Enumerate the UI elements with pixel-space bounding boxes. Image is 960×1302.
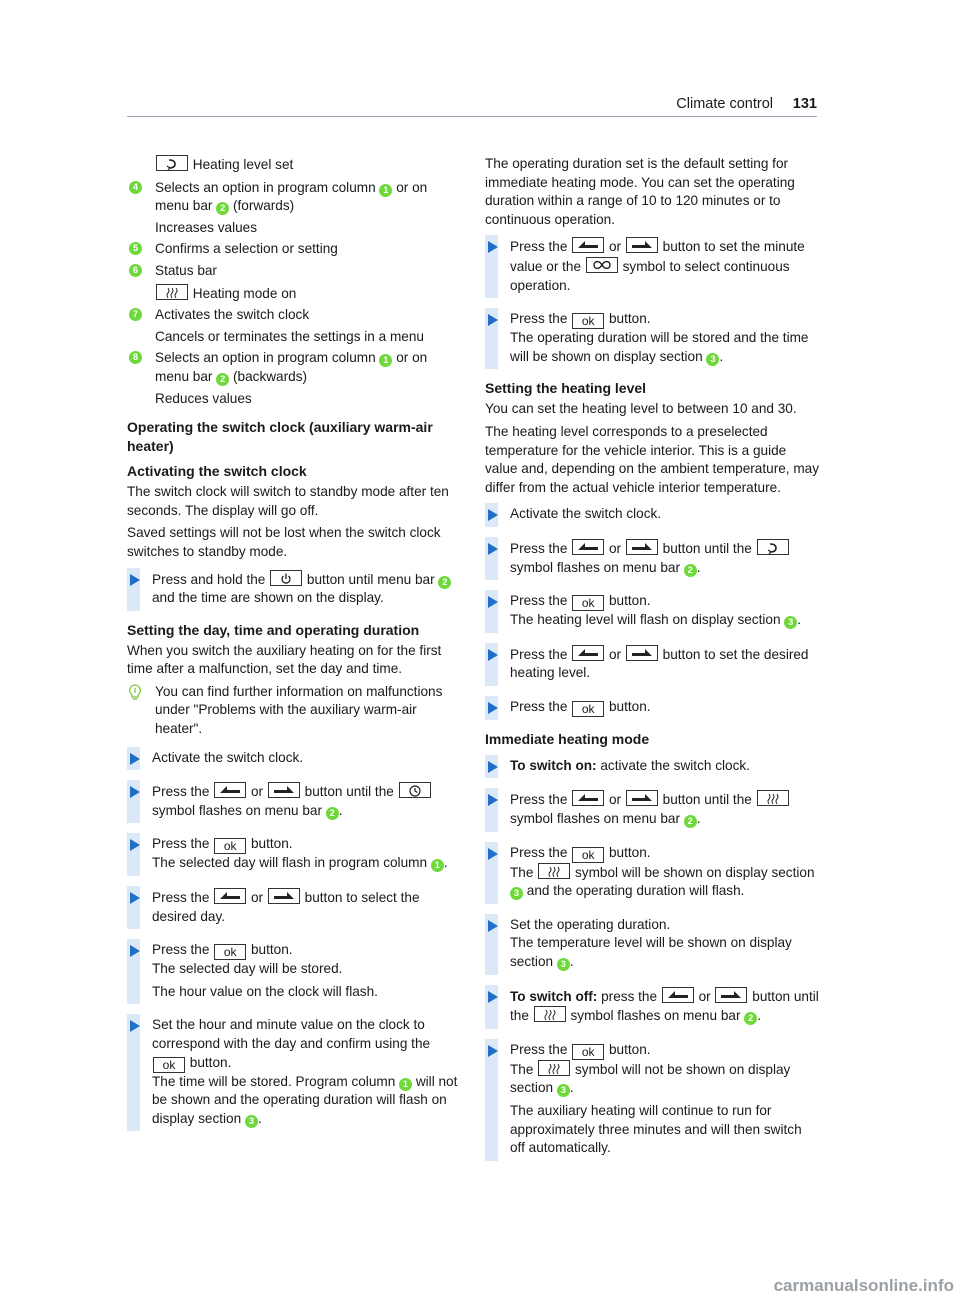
text: Press the (510, 1041, 568, 1057)
legend-item-7 (127, 306, 459, 346)
clock-icon (399, 782, 431, 798)
text: symbol to select continuous operation. (510, 258, 790, 293)
text: activate the switch clock. (600, 757, 750, 773)
ref-circle: 1 (379, 354, 392, 367)
text: (forwards) (233, 198, 295, 214)
text: symbol flashes on menu bar (510, 811, 681, 827)
step-text (152, 1016, 459, 1128)
text: button. (189, 1054, 232, 1070)
text: Press the (152, 890, 210, 906)
step-press-ok (127, 833, 459, 876)
text: The temperature level will be shown on display section (510, 935, 792, 970)
text: and the time are shown on the display. (152, 590, 384, 606)
heating-level-icon (757, 539, 789, 555)
text: . (696, 811, 701, 827)
heating-mode-icon (538, 1060, 570, 1076)
text: button. (608, 698, 651, 714)
bold-text: To switch on: (510, 757, 597, 773)
step-switch-off (485, 985, 820, 1029)
ref-circle: 2 (326, 807, 339, 820)
heating-level-icon (156, 155, 188, 171)
arrow-left-icon (662, 987, 694, 1003)
text: symbol will be shown on display section (575, 864, 815, 880)
text: The heating level will flash on display section (510, 612, 781, 628)
arrow-right-icon (715, 987, 747, 1003)
step-set-duration (485, 914, 820, 975)
step-text (510, 916, 820, 972)
text: The selected day will be stored. (152, 961, 343, 977)
left-column (127, 155, 459, 1141)
legend-text (155, 349, 459, 386)
step-activate (127, 747, 459, 771)
text: button until the (662, 540, 752, 556)
arrow-right-icon (626, 645, 658, 661)
step-select-day (127, 886, 459, 929)
ref-circle: 3 (706, 353, 719, 366)
legend-item-8 (127, 349, 459, 408)
arrow-right-icon (626, 539, 658, 555)
text: press the (601, 988, 658, 1004)
text: or (250, 890, 264, 906)
text: . (569, 954, 574, 970)
text: button. (250, 836, 293, 852)
bold-text: To switch off: (510, 988, 598, 1004)
heating-mode-icon (757, 790, 789, 806)
text: symbol flashes on menu bar (152, 802, 323, 818)
step-text (510, 698, 820, 717)
text: . (719, 348, 724, 364)
legend-text: Status bar (155, 262, 217, 278)
text: The (510, 1061, 534, 1077)
text: Press the (510, 698, 568, 714)
ref-circle: 2 (216, 373, 229, 386)
text: . (797, 612, 802, 628)
ok-key: ok (214, 838, 246, 854)
text: or (608, 239, 622, 255)
text: or (250, 784, 264, 800)
arrow-right-icon (268, 888, 300, 904)
text: Press and hold the (152, 571, 266, 587)
text: or (698, 988, 711, 1004)
text: The time will be stored. Program column (152, 1073, 396, 1089)
ref-circle: 2 (216, 202, 229, 215)
ok-key: ok (214, 944, 246, 960)
text: . (257, 1110, 262, 1126)
text: (backwards) (233, 368, 308, 384)
arrow-right-icon (626, 237, 658, 253)
infinity-icon (586, 257, 618, 273)
step-text (510, 790, 820, 828)
text: or on menu bar (155, 350, 428, 384)
text: Selects an option in program column (155, 179, 376, 195)
legend-number: 4 (129, 181, 142, 194)
step-store-day (127, 939, 459, 1004)
text: The operating duration will be stored and the time will be shown on display section (510, 330, 809, 364)
step-text (510, 757, 820, 776)
paragraph: The switch clock will switch to standby mode after ten seconds. The display will go off. (127, 484, 449, 518)
step-confirm-off (485, 1039, 820, 1161)
legend-subtext: Reduces values (155, 390, 252, 406)
ref-circle: 1 (379, 184, 392, 197)
paragraph: The operating duration set is the default setting for immediate heating mode. You can set the operating duration within a range of 10 to 120 minutes or to continuous operation. (485, 156, 795, 227)
step-set-minute (485, 235, 820, 298)
ref-circle: 3 (510, 887, 523, 900)
text: . (569, 1080, 574, 1096)
step-text (510, 645, 820, 683)
legend-subtext (155, 284, 459, 304)
step-text: Activate the switch clock. (510, 506, 662, 522)
note-text: You can find further information on malfunctions under "Problems with the auxiliary warm-air heater". (155, 683, 443, 737)
text: or on menu bar (155, 179, 428, 214)
step-select-level-symbol (485, 537, 820, 580)
heading-setting-day: Setting the day, time and operating duration (127, 621, 420, 638)
legend-subtext: Increases values (155, 219, 258, 235)
step-text (152, 782, 459, 820)
text: Press the (510, 646, 568, 662)
legend-item-5 (127, 240, 459, 259)
text: Press the (152, 942, 210, 958)
section-title: Climate control (676, 96, 773, 112)
legend-text: Confirms a selection or setting (155, 241, 338, 257)
heading-immediate: Immediate heating mode (485, 730, 650, 747)
arrow-left-icon (572, 645, 604, 661)
text: button. (608, 311, 651, 327)
text: . (338, 802, 343, 818)
text: . (443, 855, 448, 871)
legend-text (155, 179, 459, 216)
step-text (152, 835, 459, 873)
text: button to select the desired day. (152, 890, 420, 924)
text: . (696, 559, 701, 575)
page-header (127, 92, 817, 117)
power-icon (270, 570, 302, 586)
heating-mode-icon (534, 1006, 566, 1022)
step-text (510, 844, 820, 901)
ok-key: ok (572, 701, 604, 717)
page-number: 131 (792, 96, 817, 112)
paragraph: When you switch the auxiliary heating on for the first time after a malfunction, set the day and time. (127, 642, 442, 677)
ref-circle: 2 (684, 815, 697, 828)
step-set-level (485, 643, 820, 686)
step-text: The hour value on the clock will flash. (152, 983, 378, 999)
arrow-left-icon (214, 888, 246, 904)
legend-number: 6 (129, 264, 142, 277)
paragraph: You can set the heating level to between 10 and 30. (485, 401, 797, 417)
ref-circle: 3 (557, 958, 570, 971)
step-text (152, 888, 459, 926)
arrow-left-icon (572, 790, 604, 806)
ref-circle: 3 (784, 616, 797, 629)
arrow-left-icon (572, 237, 604, 253)
step-text (510, 237, 820, 295)
legend-item-6 (127, 262, 459, 303)
text: button. (250, 942, 293, 958)
heating-level-set-text: Heating level set (192, 157, 294, 172)
text: symbol flashes on menu bar (510, 559, 681, 575)
text: symbol will not be shown on display section (510, 1061, 791, 1096)
info-lightbulb-icon (127, 684, 143, 708)
text: or (608, 792, 622, 808)
text: Press the (510, 792, 568, 808)
text: or (608, 540, 622, 556)
step-text (510, 1041, 820, 1098)
text: The selected day will flash in program column (152, 855, 428, 871)
step-text (152, 941, 459, 979)
text: button to set the desired heating level. (510, 646, 809, 681)
ref-circle: 1 (399, 1078, 412, 1091)
ref-circle: 3 (557, 1084, 570, 1097)
step-switch-on (485, 755, 820, 779)
ref-circle: 2 (744, 1012, 757, 1025)
text: will not be shown and the operating duration will flash on display section (152, 1073, 458, 1126)
step-select-symbol (127, 780, 459, 823)
text: button to set the minute value or the (510, 239, 805, 274)
legend-number: 5 (129, 242, 142, 255)
text: Press the (152, 784, 210, 800)
ref-circle: 3 (245, 1115, 258, 1128)
text: button. (608, 844, 651, 860)
right-column (485, 155, 820, 1171)
text: Selects an option in program column (155, 350, 376, 366)
text: Press the (510, 311, 568, 327)
step-text (510, 310, 820, 366)
heating-level-set-line (127, 155, 459, 175)
legend-text: Activates the switch clock (155, 307, 310, 323)
heating-mode-icon (156, 284, 188, 300)
step-text (510, 592, 820, 630)
step-text: The auxiliary heating will continue to run for approximately three minutes and will then switch off automatically. (510, 1103, 802, 1156)
text: button until the (662, 792, 752, 808)
legend-number: 8 (129, 351, 142, 364)
text: Set the operating duration. (510, 916, 671, 932)
text: The (510, 864, 534, 880)
paragraph: Saved settings will not be lost when the switch clock switches to standby mode. (127, 525, 441, 559)
text: button. (608, 1041, 651, 1057)
text: button. (608, 593, 651, 609)
arrow-left-icon (214, 782, 246, 798)
arrow-right-icon (268, 782, 300, 798)
step-text (152, 570, 459, 608)
step-heat-symbol-shown (485, 842, 820, 904)
ok-key: ok (572, 313, 604, 329)
text: Press the (510, 593, 568, 609)
info-note (127, 683, 459, 739)
heading-heating-level: Setting the heating level (485, 380, 647, 397)
step-select-heat-symbol (485, 788, 820, 831)
text: Press the (510, 844, 568, 860)
ok-key: ok (572, 595, 604, 611)
heading-activating: Activating the switch clock (127, 463, 307, 480)
heading-switch-clock: Operating the switch clock (auxiliary warm-air heater) (127, 419, 433, 455)
text: Press the (510, 540, 568, 556)
ok-key: ok (572, 847, 604, 863)
paragraph: The heating level corresponds to a preselected temperature for the vehicle interior. This is a guide value and, depending on the ambient temperature, may differ from the actual vehicle interior temperature. (485, 423, 820, 495)
ref-circle: 2 (684, 564, 697, 577)
ref-circle: 2 (438, 576, 451, 589)
step-activate (485, 503, 820, 527)
watermark: carmanualsonline.info (773, 1276, 954, 1296)
text: . (757, 1008, 762, 1024)
text: button until the (304, 784, 394, 800)
ok-key: ok (572, 1044, 604, 1060)
text: button until the (510, 988, 819, 1024)
text: Heating mode on (192, 285, 297, 301)
step-set-time (127, 1014, 459, 1131)
arrow-left-icon (572, 539, 604, 555)
step-level-flash (485, 590, 820, 633)
step-hold-button (127, 568, 459, 611)
text: symbol flashes on menu bar (570, 1008, 741, 1024)
text: button until menu bar (306, 571, 435, 587)
arrow-right-icon (626, 790, 658, 806)
heating-mode-icon (538, 863, 570, 879)
text: Set the hour and minute value on the clock to correspond with the day and confirm using the (152, 1017, 431, 1051)
step-text (510, 539, 820, 577)
step-store-duration (485, 308, 820, 369)
text: and the operating duration will flash. (526, 883, 745, 899)
text: or (608, 646, 622, 662)
legend-number: 7 (129, 308, 142, 321)
step-text: Activate the switch clock. (152, 749, 304, 765)
legend-subtext: Cancels or terminates the settings in a menu (155, 328, 424, 344)
step-confirm-level (485, 696, 820, 720)
text: Press the (152, 836, 210, 852)
legend-item-4 (127, 179, 459, 238)
step-text (510, 987, 820, 1026)
ok-key: ok (153, 1057, 185, 1073)
text: Press the (510, 239, 568, 255)
ref-circle: 1 (431, 859, 444, 872)
